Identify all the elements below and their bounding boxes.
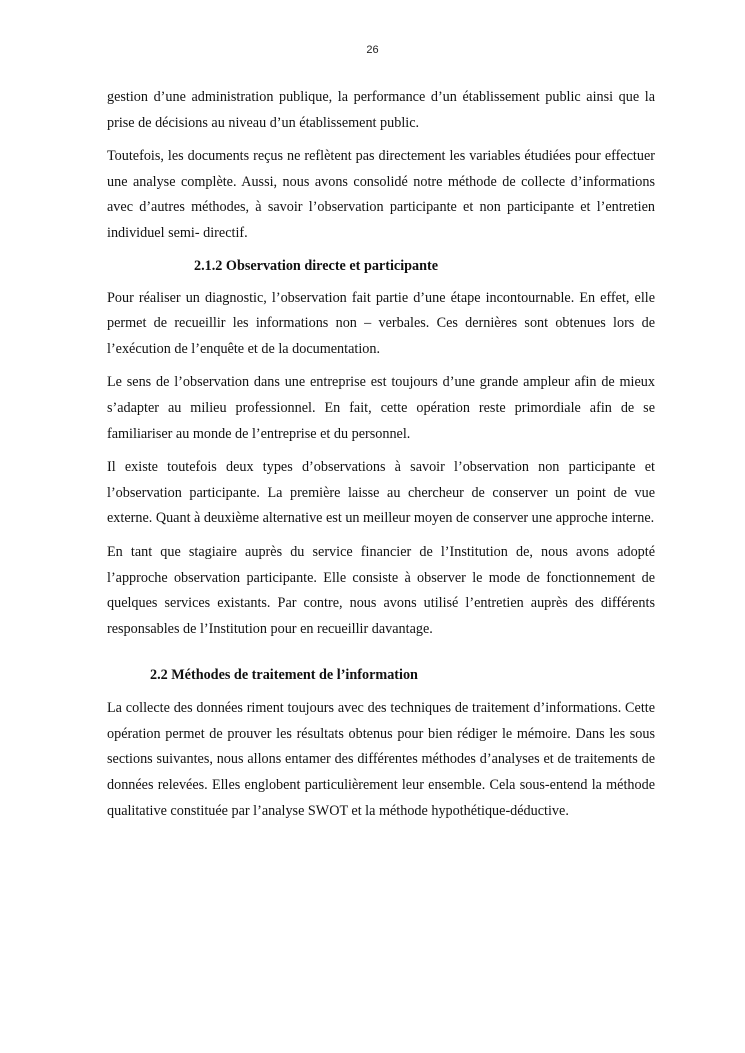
- page-number: 26: [366, 44, 379, 56]
- paragraph-4: Le sens de l’observation dans une entreprise est toujours d’une grande ampleur afin de mieux s’adapter au milieu professionnel. En fait, cette opération reste primordiale afin de se familiariser au monde de l’entreprise et du personnel.: [107, 374, 655, 442]
- document-body: [107, 85, 655, 832]
- paragraph-7: La collecte des données riment toujours avec des techniques de traitement d’informations. Cette opération permet de prouver les résultats obtenus pour bien rédiger le mémoire. Dans les sous sections suivantes, nous allons entamer des différentes méthodes d’analyses et de traitements de données relevées. Elles englobent particulièrement leur ensemble. Cela sous-entend la méthode qualitative constituée par l’analyse SWOT et la méthode hypothétique-déductive.: [107, 700, 655, 819]
- paragraph-6: En tant que stagiaire auprès du service financier de l’Institution de, nous avons adopté l’approche observation participante. Elle consiste à observer le mode de fonctionnement de quelques services existants. Par contre, nous avons utilisé l’entretien auprès des différents responsables de l’Institution pour en recueillir davantage.: [107, 543, 655, 637]
- section-heading-2-1-2: 2.1.2 Observation directe et participante: [194, 257, 439, 274]
- section-heading-2-2: 2.2 Méthodes de traitement de l’information: [150, 667, 418, 684]
- paragraph-5: Il existe toutefois deux types d’observations à savoir l’observation non participante et l’observation participante. La première laisse au chercheur de conserver un point de vue externe. Quant à deuxième alternative est un meilleur moyen de conserver une approche interne.: [107, 459, 655, 527]
- paragraph-1: gestion d’une administration publique, la performance d’un établissement public ainsi que la prise de décisions au niveau d’un établissement public.: [107, 89, 655, 131]
- paragraph-2: Toutefois, les documents reçus ne reflètent pas directement les variables étudiées pour effectuer une analyse complète. Aussi, nous avons consolidé notre méthode de collecte d’informations avec d’autres méthodes, à savoir l’observation participante et non participante et l’entretien individuel semi- directif.: [107, 148, 655, 241]
- paragraph-3: Pour réaliser un diagnostic, l’observation fait partie d’une étape incontournable. En effet, elle permet de recueillir les informations non – verbales. Ces dernières sont obtenues lors de l’exécution de l’enquête et de la documentation.: [107, 289, 655, 357]
